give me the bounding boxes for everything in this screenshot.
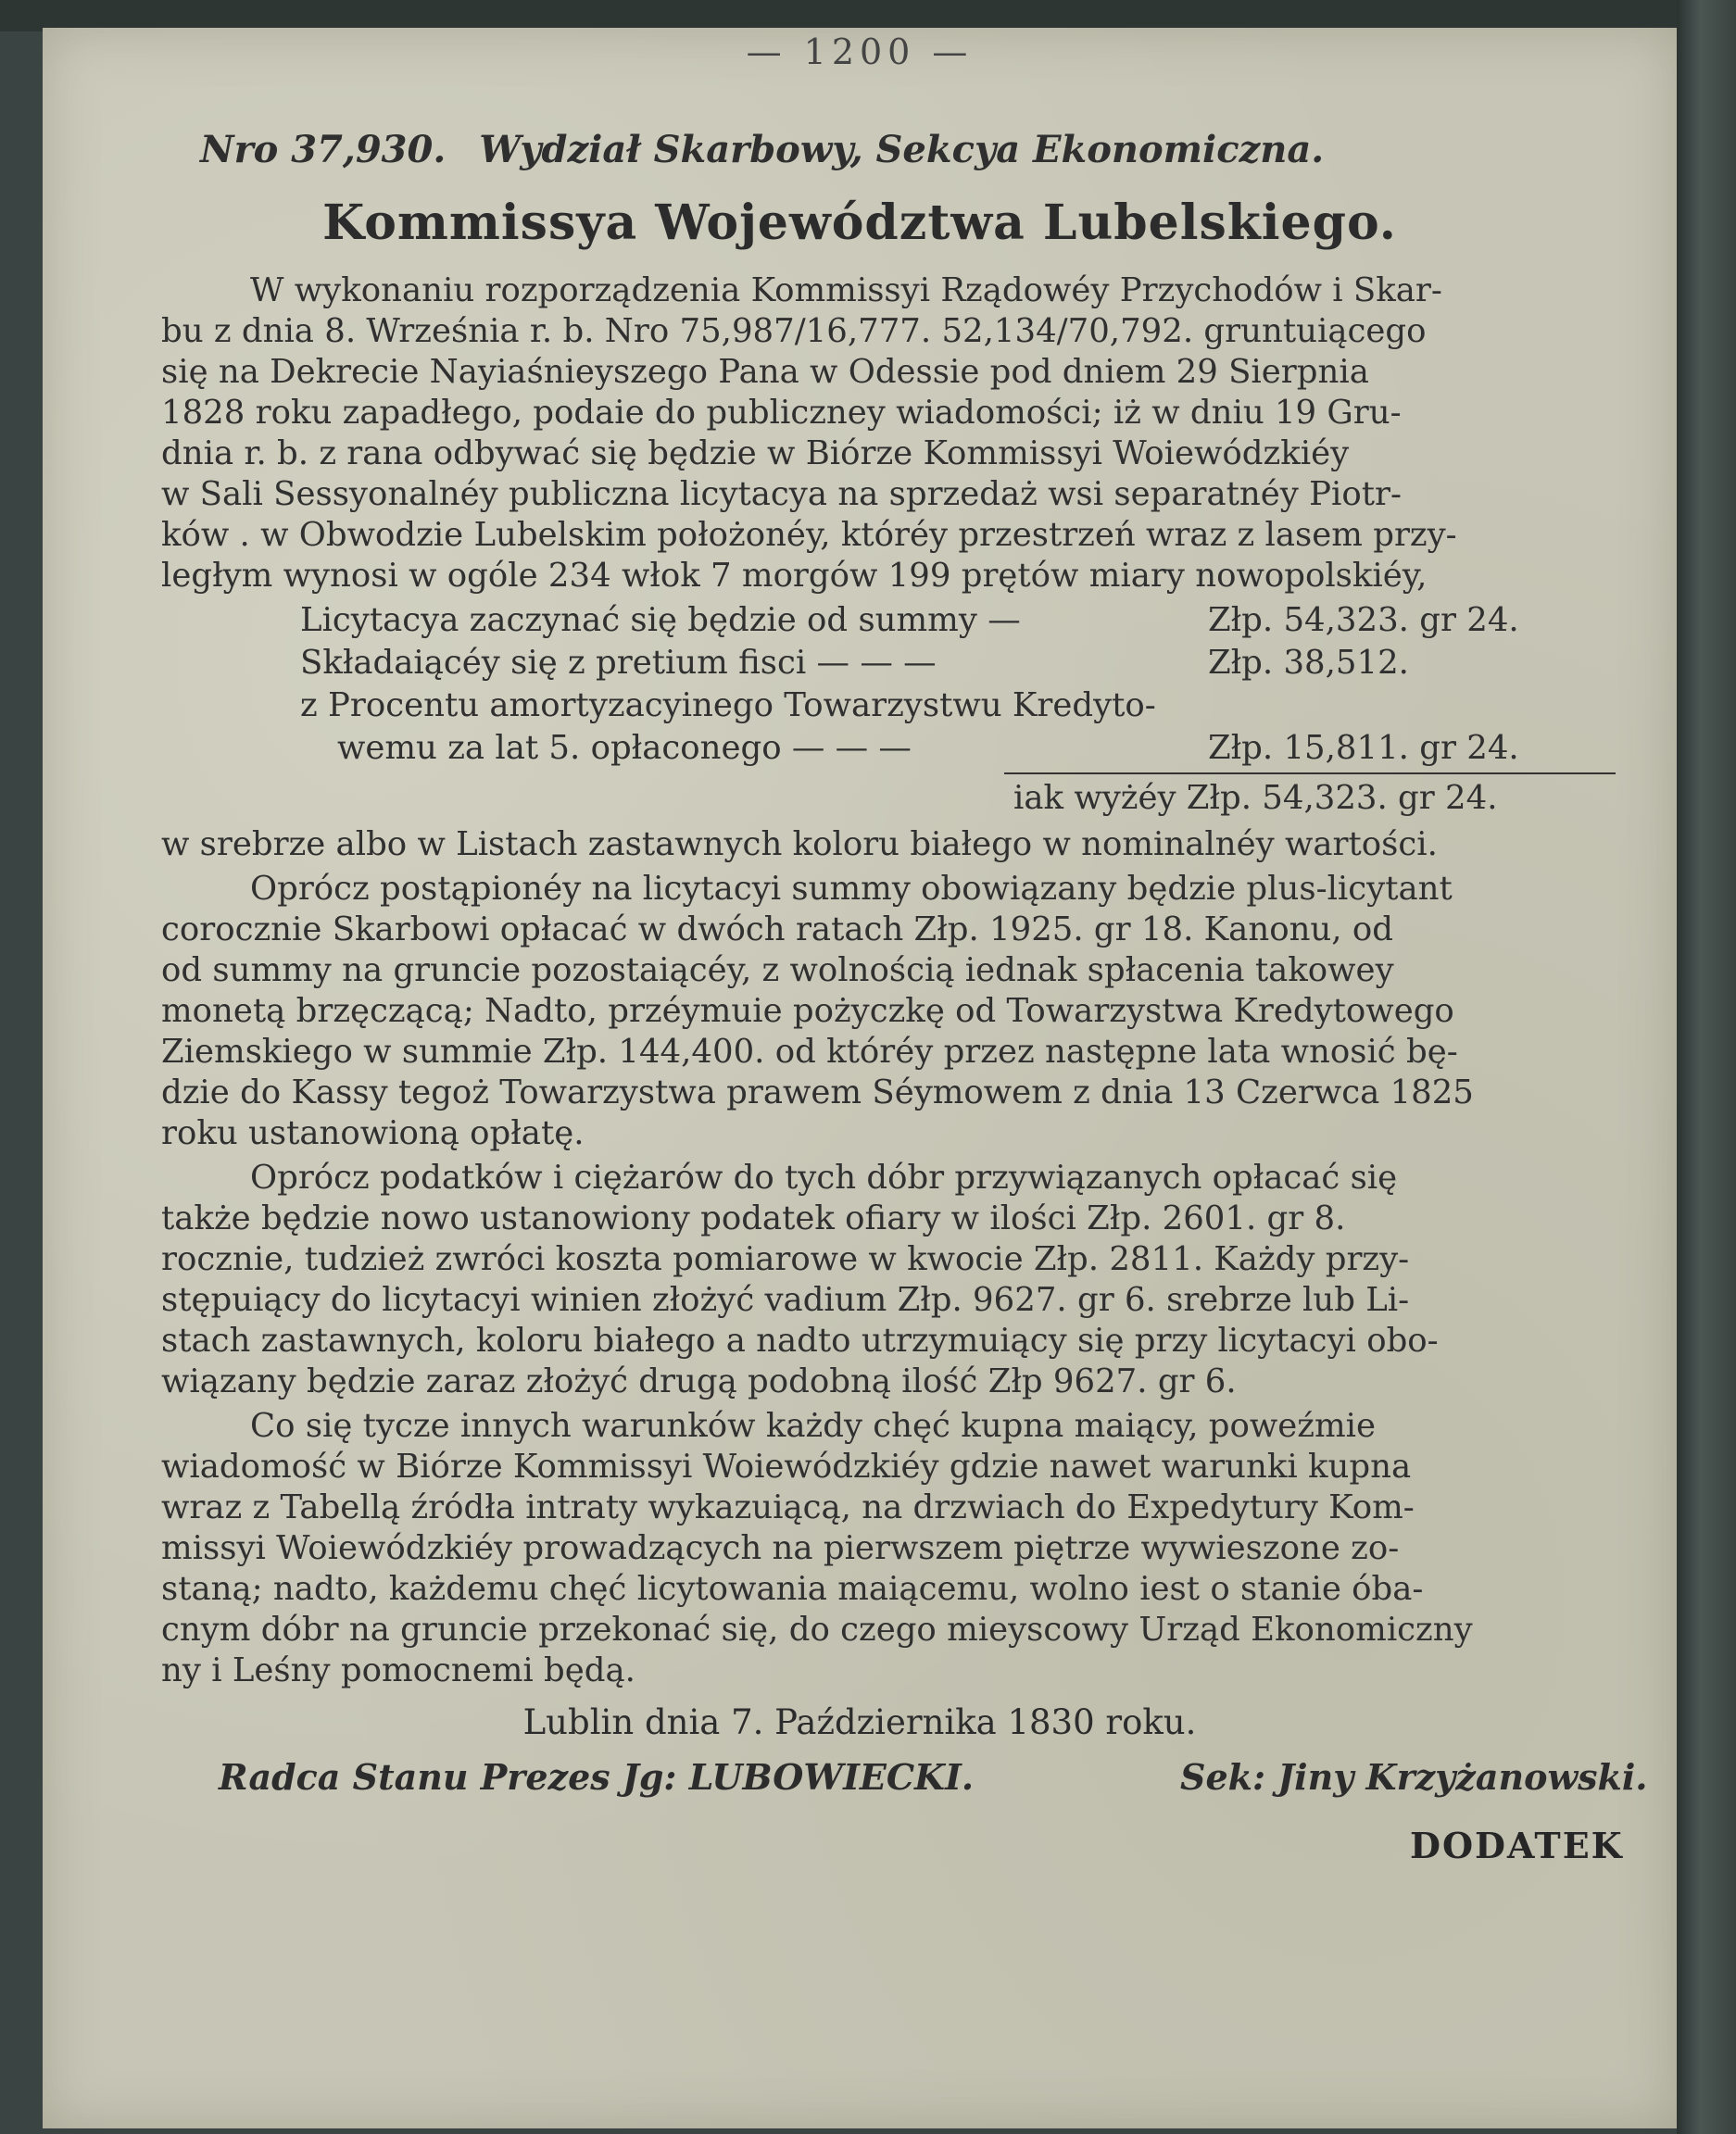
text-line: roku ustanowioną opłatę. bbox=[161, 1114, 585, 1152]
text-line: bu z dnia 8. Września r. b. Nro 75,987/16,777. 52,134/70,792. gruntuiącego bbox=[161, 312, 1427, 350]
figure-row bbox=[300, 685, 1616, 728]
text-line: stach zastawnych, koloru białego a nadto utrzymuiący się przy licytacyi obo- bbox=[161, 1322, 1439, 1360]
text-line: Co się tycze innych warunków każdy chęć kupna maiący, poweźmie bbox=[250, 1407, 1376, 1445]
text-line: się na Dekrecie Nayiaśnieyszego Pana w Odessie pod dniem 29 Sierpnia bbox=[161, 353, 1369, 391]
text-line: corocznie Skarbowi opłacać w dwóch ratach Złp. 1925. gr 18. Kanonu, od bbox=[161, 910, 1393, 948]
scanner-background-right bbox=[1677, 0, 1736, 2134]
paragraph-obligations bbox=[161, 869, 1680, 1154]
figure-amount bbox=[1208, 685, 1616, 728]
department-name: Wydział Skarbowy, Sekcya Ekonomiczna. bbox=[479, 128, 1325, 171]
paragraph-taxes bbox=[161, 1158, 1680, 1402]
document-title: Kommissya Województwa Lubelskiego. bbox=[322, 195, 1397, 251]
figure-label: z Procentu amortyzacyinego Towarzystwu Kredyto- bbox=[300, 686, 1156, 724]
text-line: cnym dóbr na gruncie przekonać się, do czego mieyscowy Urząd Ekonomiczny bbox=[161, 1611, 1473, 1649]
figure-label: wemu za lat 5. opłaconego — — — bbox=[337, 729, 912, 767]
paragraph-announcement bbox=[161, 270, 1680, 596]
text-line: ków . w Obwodzie Lubelskim położonéy, któréy przestrzeń wraz z lasem przy- bbox=[161, 516, 1457, 554]
text-line: 1828 roku zapadłego, podaie do publiczney wiadomości; iż w dniu 19 Gru- bbox=[161, 394, 1402, 432]
text-line: ny i Leśny pomocnemi będą. bbox=[161, 1651, 635, 1689]
text-line: rocznie, tudzież zwróci koszta pomiarowe w kwocie Złp. 2811. Każdy przy- bbox=[161, 1240, 1410, 1278]
text-line: dnia r. b. z rana odbywać się będzie w Biórze Kommissyi Woiewódzkiéy bbox=[161, 434, 1350, 472]
text-line: missyi Woiewódzkiéy prowadzących na pierwszem piętrze wywieszone zo- bbox=[161, 1529, 1400, 1567]
document-body bbox=[161, 270, 1680, 1691]
text-line: wraz z Tabellą źródła intraty wykazuiącą, na drzwiach do Expedytury Kom- bbox=[161, 1488, 1415, 1526]
document-number: Nro 37,930. bbox=[200, 128, 447, 171]
text-line: W wykonaniu rozporządzenia Kommissyi Rządowéy Przychodów i Skar- bbox=[250, 271, 1442, 309]
text-line: staną; nadto, każdemu chęć licytowania maiącemu, wolno iest o stanie óba- bbox=[161, 1570, 1424, 1608]
catchword: DODATEK bbox=[1410, 1825, 1624, 1866]
figure-amount: Złp. 15,811. gr 24. bbox=[1208, 729, 1519, 767]
text-line: w Sali Sessyonalnéy publiczna licytacya na sprzedaż wsi separatnéy Piotr- bbox=[161, 475, 1402, 513]
page-number: — 1200 — bbox=[746, 31, 974, 72]
signature-president: Radca Stanu Prezes Jg: LUBOWIECKI. bbox=[219, 1756, 975, 1798]
paragraph-announcement-end bbox=[161, 824, 1680, 865]
text-line: monetą brzęczącą; Nadto, przéymuie pożyczkę od Towarzystwa Kredytowego bbox=[161, 992, 1454, 1030]
paragraph-conditions bbox=[161, 1406, 1680, 1691]
signature-secretary: Sek: Jiny Krzyżanowski. bbox=[1180, 1756, 1648, 1798]
figure-row bbox=[300, 728, 1616, 771]
text-line: Ziemskiego w summie Złp. 144,400. od któréy przez następne lata wnosić bę- bbox=[161, 1033, 1458, 1071]
scanner-background-top bbox=[0, 0, 1736, 31]
document-page bbox=[43, 28, 1677, 2128]
figure-row bbox=[300, 643, 1616, 685]
text-line: od summy na gruncie pozostaiącéy, z wolnością iednak spłacenia takowey bbox=[161, 951, 1394, 989]
document-header bbox=[200, 128, 1344, 171]
text-line: wiązany będzie zaraz złożyć drugą podobną ilość Złp 9627. gr 6. bbox=[161, 1362, 1237, 1400]
text-line: także będzie nowo ustanowiony podatek ofiary w ilości Złp. 2601. gr 8. bbox=[161, 1199, 1346, 1237]
text-line: stępuiący do licytacyi winien złożyć vadium Złp. 9627. gr 6. srebrze lub Li- bbox=[161, 1281, 1410, 1319]
figure-row bbox=[300, 600, 1616, 643]
date-place-line: Lublin dnia 7. Października 1830 roku. bbox=[522, 1702, 1197, 1742]
figure-label: Licytacya zaczynać się będzie od summy — bbox=[300, 601, 1021, 639]
text-line: wiadomość w Biórze Kommissyi Woiewódzkiéy gdzie nawet warunki kupna bbox=[161, 1448, 1412, 1486]
text-line: ległym wynosi w ogóle 234 włok 7 morgów 199 prętów miary nowopolskiéy, bbox=[161, 557, 1428, 595]
text-line: Oprócz podatków i ciężarów do tych dóbr przywiązanych opłacać się bbox=[250, 1159, 1398, 1197]
text-line: dzie do Kassy tegoż Towarzystwa prawem Séymowem z dnia 13 Czerwca 1825 bbox=[161, 1073, 1474, 1111]
figure-amount: Złp. 54,323. gr 24. bbox=[1208, 601, 1519, 639]
figure-label: Składaiącéy się z pretium fisci — — — bbox=[300, 644, 937, 682]
price-breakdown bbox=[300, 600, 1616, 821]
text-line: Oprócz postąpionéy na licytacyi summy obowiązany będzie plus-licytant bbox=[250, 870, 1453, 908]
text-line: w srebrze albo w Listach zastawnych koloru białego w nominalnéy wartości. bbox=[161, 825, 1438, 863]
sum-rule bbox=[1004, 772, 1616, 774]
figure-total: iak wyżéy Złp. 54,323. gr 24. bbox=[1013, 779, 1498, 817]
figure-amount: Złp. 38,512. bbox=[1208, 644, 1409, 682]
